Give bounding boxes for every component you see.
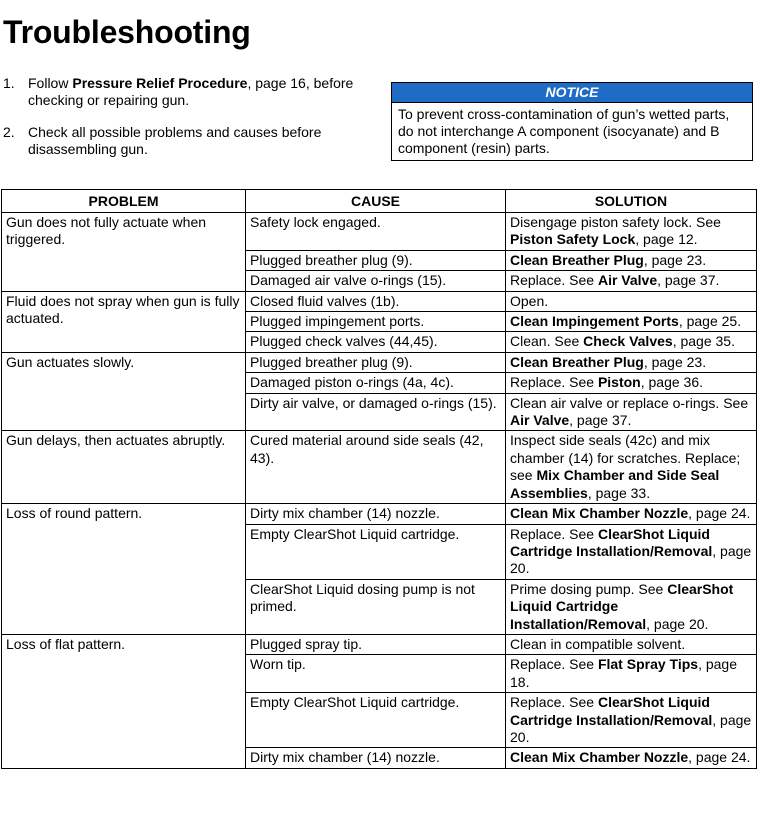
solution-reference: Air Valve — [597, 272, 658, 289]
solution-text-pre: Disengage piston safety lock. See — [510, 214, 721, 230]
solution-text-post: , page 23. — [643, 353, 707, 370]
solution-text-post: , page 36. — [640, 374, 704, 391]
problem-cell: Loss of flat pattern. — [2, 634, 246, 768]
solution-cell — [506, 579, 757, 634]
cause-cell: Damaged air valve o-rings (15). — [246, 271, 506, 291]
solution-cell — [506, 748, 757, 768]
table-row — [2, 634, 757, 654]
cause-cell: Closed fluid valves (1b). — [246, 291, 506, 311]
solution-text-pre: Replace. See — [510, 272, 598, 289]
solution-text-post: , page 35. — [672, 333, 735, 350]
header-cause: CAUSE — [246, 190, 506, 213]
solution-text-post: , page 20. — [646, 615, 709, 632]
solution-text-pre: Clean air valve or replace o-rings. See — [510, 394, 749, 411]
cause-cell: ClearShot Liquid dosing pump is not primed. — [246, 579, 506, 634]
solution-text-post: , page 33. — [587, 484, 651, 501]
step-item — [3, 75, 373, 109]
solution-reference: Flat Spray Tips — [597, 656, 699, 673]
cause-cell: Dirty air valve, or damaged o-rings (15). — [246, 393, 506, 431]
solution-cell — [506, 332, 757, 352]
solution-text-post: , page 24. — [688, 749, 751, 766]
problem-cell: Loss of round pattern. — [2, 504, 246, 635]
cause-cell: Empty ClearShot Liquid cartridge. — [246, 524, 506, 579]
solution-reference: ClearShot Liquid Cartridge Installation/Removal — [510, 694, 713, 728]
solution-reference: Clean Breather Plug — [510, 251, 644, 268]
solution-text-post: , page 37. — [569, 412, 632, 429]
solution-reference: Piston Safety Lock — [510, 231, 636, 248]
cause-cell: Plugged check valves (44,45). — [246, 332, 506, 352]
cause-cell: Damaged piston o-rings (4a, 4c). — [246, 373, 506, 393]
solution-cell — [506, 312, 757, 332]
solution-cell — [506, 250, 757, 270]
solution-text-post: , page 20. — [510, 711, 752, 745]
problem-cell: Fluid does not spray when gun is fully actuated. — [2, 291, 246, 352]
solution-reference: Air Valve — [510, 412, 570, 429]
solution-text-pre: Replace. See — [510, 656, 598, 673]
solution-cell — [506, 634, 757, 654]
problem-cell: Gun does not fully actuate when triggered. — [2, 213, 246, 292]
problem-cell: Gun actuates slowly. — [2, 352, 246, 431]
problem-cell: Gun delays, then actuates abruptly. — [2, 431, 246, 504]
table-body — [2, 213, 757, 769]
table-row — [2, 291, 757, 311]
solution-cell — [506, 271, 757, 291]
cause-cell: Plugged impingement ports. — [246, 312, 506, 332]
solution-text-pre: Clean in compatible solvent. — [510, 635, 686, 652]
solution-reference: Check Valves — [583, 333, 673, 350]
solution-reference: ClearShot Liquid Cartridge Installation/Removal — [510, 580, 734, 632]
solution-text-post: , page 23. — [643, 251, 707, 268]
solution-text-pre: Open. — [510, 292, 549, 309]
step-number: 1. — [3, 75, 15, 91]
solution-reference: Clean Breather Plug — [510, 353, 644, 370]
solution-text-pre: Clean. See — [510, 333, 584, 350]
solution-text-post: , page 37. — [657, 272, 720, 289]
table-row — [2, 431, 757, 504]
solution-text-pre: Prime dosing pump. See — [510, 580, 668, 597]
solution-text-pre: Replace. See — [510, 694, 598, 711]
solution-text-pre: Replace. See — [510, 374, 598, 391]
step-text-post: , page 16, before checking or repairing gun. — [28, 75, 354, 108]
notice-box — [391, 82, 753, 161]
solution-cell — [506, 291, 757, 311]
solution-cell — [506, 655, 757, 693]
solution-cell — [506, 524, 757, 579]
cause-cell: Plugged breather plug (9). — [246, 352, 506, 372]
solution-text-post: , page 12. — [635, 231, 698, 248]
solution-cell — [506, 373, 757, 393]
solution-cell — [506, 352, 757, 372]
step-text-pre: Check all possible problems and causes before disassembling gun. — [28, 124, 322, 157]
solution-cell — [506, 213, 757, 251]
solution-cell — [506, 393, 757, 431]
page-title: Troubleshooting — [3, 14, 251, 50]
cause-cell: Safety lock engaged. — [246, 213, 506, 251]
step-reference: Pressure Relief Procedure — [72, 75, 248, 91]
table-row — [2, 504, 757, 524]
step-text-pre: Follow — [28, 75, 73, 91]
solution-reference: Piston — [597, 374, 641, 391]
solution-text-post: , page 18. — [510, 656, 737, 690]
header-problem: PROBLEM — [2, 190, 246, 213]
solution-reference: Clean Mix Chamber Nozzle — [510, 505, 689, 522]
solution-reference: ClearShot Liquid Cartridge Installation/Removal — [510, 525, 713, 559]
solution-text-post: , page 24. — [688, 505, 751, 522]
cause-cell: Plugged breather plug (9). — [246, 250, 506, 270]
solution-cell — [506, 693, 757, 748]
table-header-row — [2, 190, 757, 213]
cause-cell: Empty ClearShot Liquid cartridge. — [246, 693, 506, 748]
table-row — [2, 352, 757, 372]
troubleshooting-table — [1, 189, 757, 769]
cause-cell: Plugged spray tip. — [246, 634, 506, 654]
solution-reference: Mix Chamber and Side Seal Assemblies — [510, 467, 720, 501]
cause-cell: Dirty mix chamber (14) nozzle. — [246, 748, 506, 768]
solution-text-post: , page 25. — [678, 313, 742, 330]
cause-cell: Cured material around side seals (42, 43). — [246, 431, 506, 504]
procedure-steps — [3, 75, 373, 173]
table-row — [2, 213, 757, 251]
solution-cell — [506, 431, 757, 504]
solution-text-post: , page 20. — [510, 542, 752, 577]
solution-text-pre: Replace. See — [510, 525, 598, 542]
header-solution: SOLUTION — [506, 190, 757, 213]
solution-cell — [506, 504, 757, 524]
cause-cell: Dirty mix chamber (14) nozzle. — [246, 504, 506, 524]
step-number: 2. — [3, 124, 15, 140]
notice-body: To prevent cross-contamination of gun’s wetted parts, do not interchange A component (isocyanate) and B component (resin) parts. — [398, 106, 730, 156]
notice-heading: NOTICE — [392, 83, 752, 103]
solution-reference: Clean Mix Chamber Nozzle — [510, 749, 689, 766]
solution-text-pre: Inspect side seals (42c) and mix chamber (14) for scratches. Replace; see — [510, 432, 741, 484]
cause-cell: Worn tip. — [246, 655, 506, 693]
step-item — [3, 124, 373, 158]
solution-reference: Clean Impingement Ports — [510, 313, 679, 330]
